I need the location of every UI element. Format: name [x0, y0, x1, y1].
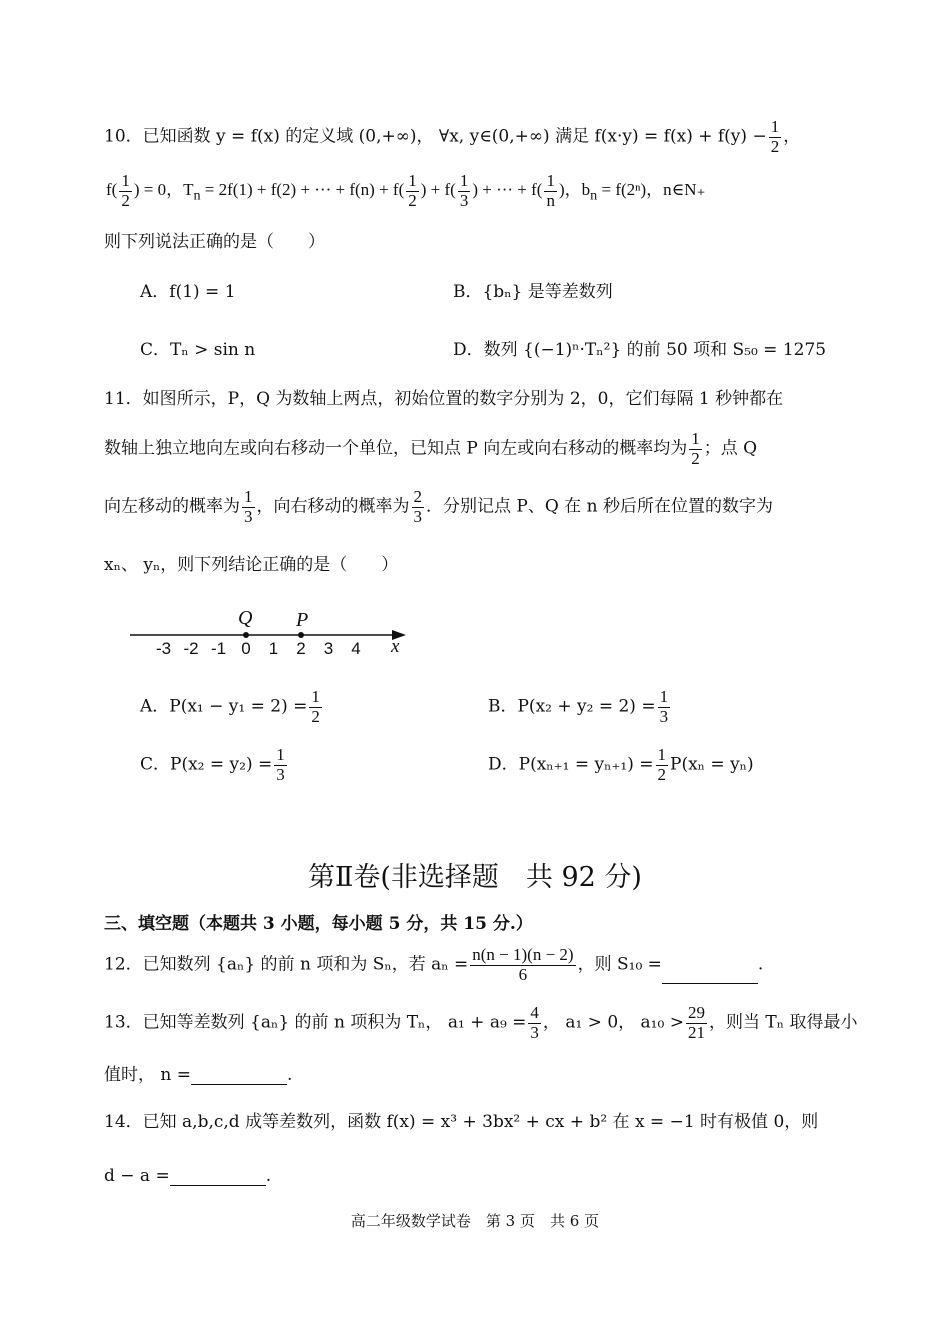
axis-tick-label: 0: [241, 639, 251, 658]
q10-option-a[interactable]: A．f(1) = 1: [140, 282, 236, 302]
q11-line3: 向左移动的概率为 $\frac{1}{3}$ ，向右移动的概率为 $\frac{2}{3}$ ．分别记点 P、Q 在 n 秒后所在位置的数字为: [104, 487, 773, 526]
q11-option-c[interactable]: C．P(x₂ = y₂) = $\frac{1}{3}$: [140, 745, 285, 784]
q14-line1: 14．已知 a,b,c,d 成等差数列，函数 f(x) = x³ + 3bx² + cx + b² 在 x = −1 时有极值 0，则: [104, 1112, 819, 1132]
q10-option-b[interactable]: B．{bₙ} 是等差数列: [453, 282, 613, 302]
q14-line2: d − a = .: [104, 1166, 272, 1186]
q11-line2: 数轴上独立地向左或向右移动一个单位，已知点 P 向左或向右移动的概率均为 $\frac{1}{2}$ ；点 Q: [104, 429, 758, 468]
q10-option-d[interactable]: D．数列 {(−1)ⁿ·Tₙ²} 的前 50 项和 S₅₀ = 1275: [453, 340, 827, 360]
number-line-figure: [120, 600, 420, 662]
axis-tick-label: -1: [210, 639, 227, 658]
axis-tick-label: -3: [155, 639, 172, 658]
point-p-label: P: [296, 609, 309, 631]
axis-tick-label: 1: [268, 639, 279, 658]
q12-line: 12．已知数列 {aₙ} 的前 n 项和为 Sₙ，若 aₙ = $\frac{n(n - 1)(n - 2)}{6}$ ，则 S₁₀ = .: [104, 945, 764, 984]
axis-tick-label: 3: [323, 639, 334, 658]
q10-frac-half: $\frac{1}{2}$: [770, 117, 780, 156]
q10-line2: f( $\frac{1}{2}$ ) = 0，$T_n = 2f(1) + f(2)$ + ··· + f(n) + f( $\frac{1}{2}$ ) + f( $\frac{1}{3}$ ) + ··· + f( $\frac{1}{n}$ )，$b_n = f(2^n)$，n∈N₊: [106, 171, 706, 210]
q11-option-b[interactable]: B．P(x₂ + y₂ = 2) = $\frac{1}{3}$: [488, 687, 669, 726]
point-p-dot: [298, 632, 304, 638]
section-title: 第Ⅱ卷(非选择题 共 92 分): [308, 862, 642, 893]
axis-tick-label: 4: [351, 639, 361, 658]
q10-line1: 10．已知函数 y = f(x) 的定义域 (0,+∞)， ∀x, y∈(0,+∞) 满足 f(x·y) = f(x) + f(y) − $\frac{1}{2}$ ，: [104, 117, 801, 156]
q11-option-d[interactable]: D．P(xₙ₊₁ = yₙ₊₁) = $\frac{1}{2}$ P(xₙ = yₙ): [488, 745, 754, 784]
section3-heading: 三、填空题（本题共 3 小题，每小题 5 分，共 15 分.）: [104, 914, 533, 934]
q13-line1: 13．已知等差数列 {aₙ} 的前 n 项积为 Tₙ， a₁ + a₉ = $\frac{4}{3}$ ， a₁ > 0， a₁₀ > $\frac{29}{21}$ ，则当 Tₙ 取得最小: [104, 1003, 858, 1042]
q10-prompt: 则下列说法正确的是（ ）: [104, 232, 325, 252]
page-footer: 高二年级数学试卷 第 3 页 共 6 页: [350, 1212, 600, 1230]
axis-label-x: x: [391, 636, 400, 657]
point-q-label: Q: [238, 607, 253, 629]
q13-answer-blank[interactable]: [191, 1066, 287, 1085]
axis-tick-label: -2: [183, 639, 199, 658]
point-q-dot: [243, 632, 249, 638]
q11-line1: 11．如图所示，P，Q 为数轴上两点，初始位置的数字分别为 2，0，它们每隔 1 秒钟都在: [104, 389, 784, 409]
q11-prompt: xₙ、 yₙ，则下列结论正确的是（ ）: [104, 555, 399, 575]
axis-tick-label: 2: [296, 639, 306, 658]
q14-answer-blank[interactable]: [170, 1167, 266, 1186]
axis-ticks: [156, 639, 361, 658]
q10-option-c[interactable]: C．Tₙ > sin n: [140, 340, 256, 360]
q13-line2: 值时， n = .: [104, 1065, 293, 1085]
q12-answer-blank[interactable]: [662, 965, 758, 984]
q11-option-a[interactable]: A．P(x₁ − y₁ = 2) = $\frac{1}{2}$: [140, 687, 320, 726]
